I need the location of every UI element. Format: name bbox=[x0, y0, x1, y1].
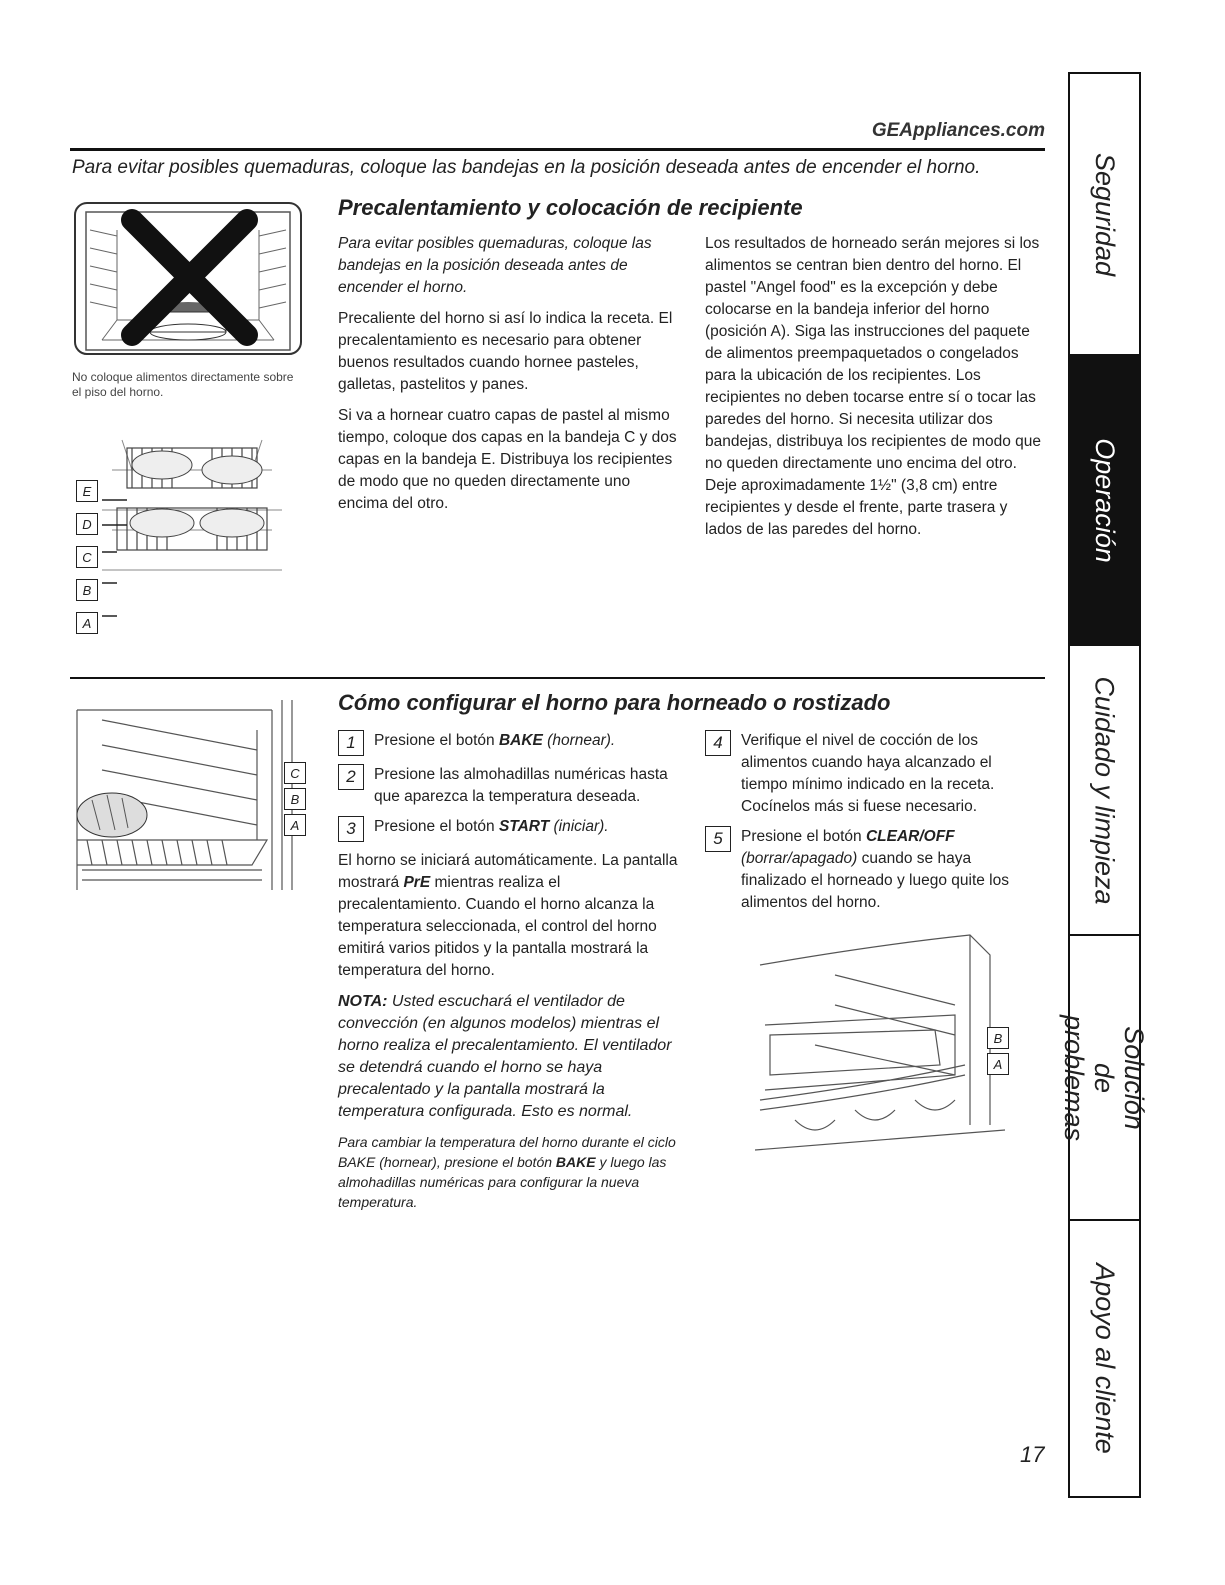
step-3-number: 3 bbox=[338, 816, 364, 842]
right-rack-labels bbox=[987, 1027, 1009, 1075]
rack-label-d: D bbox=[76, 513, 98, 535]
rack-label-b: B bbox=[76, 579, 98, 601]
rack-positions-illustration bbox=[72, 420, 312, 640]
section2-right-column bbox=[705, 730, 1040, 922]
page-number: 17 bbox=[1020, 1442, 1045, 1467]
section1-title: Precalentamiento y colocación de recipiente bbox=[338, 195, 803, 220]
section2-title: Cómo configurar el horno para horneado o rostizado bbox=[338, 690, 891, 715]
tab-cuidado-limpieza[interactable]: Cuidado y limpieza bbox=[1070, 646, 1139, 936]
warning-line: Para evitar posibles quemaduras, coloque las bandejas en la posición deseada antes de encender el horno. bbox=[72, 157, 981, 178]
rack-label-a: A bbox=[284, 814, 306, 836]
section1-paragraph-3: Los resultados de horneado serán mejores si los alimentos se centran bien dentro del horno. El pastel "Angel food" es la excepción y debe colocarse en la bandeja inferior del horno (posición A). Siga las instrucciones del paquete de alimentos preempaquetados o congelados para la ubicación de los recipientes. Los recipientes no deben tocarse entre sí o tocar las paredes del horno. Si necesita utilizar dos bandejas, distribuya los recipientes de modo que no queden directamente uno encima del otro. Deje aproximadamente 1½" (3,8 cm) entre recipientes y desde el frente, parte trasera y lados de las paredes del horno. bbox=[705, 235, 1042, 538]
oven-bake-pan-illustration bbox=[755, 925, 1015, 1160]
step-3: 3 Presione el botón START (iniciar). bbox=[338, 816, 683, 842]
section1-paragraph-2: Si va a hornear cuatro capas de pastel al mismo tiempo, coloque dos capas en la bandeja C y dos capas en la bandeja E. Distribuya los recipientes de modo que no queden directamente uno encima del otro. bbox=[338, 407, 677, 512]
section1-right-column bbox=[705, 233, 1045, 550]
tab-solucion-problemas[interactable]: Solución de problemas bbox=[1070, 936, 1139, 1221]
rack-label-b: B bbox=[987, 1027, 1009, 1049]
step-4-number: 4 bbox=[705, 730, 731, 756]
note: NOTA: Usted escuchará el ventilador de convección (en algunos modelos) mientras el horno realiza el precalentamiento. El ventilador se detendrá cuando el horno se haya precalentado y la pantalla mostrará la temperatura configurada. Esto es normal. bbox=[338, 993, 672, 1120]
rack-label-c: C bbox=[76, 546, 98, 568]
section1-left-column bbox=[338, 233, 678, 524]
rack-label-column bbox=[76, 480, 98, 634]
section-tabs bbox=[1059, 72, 1150, 1498]
tab-apoyo-cliente[interactable]: Apoyo al cliente bbox=[1090, 1263, 1120, 1454]
section-divider bbox=[70, 677, 1045, 679]
step-5-number: 5 bbox=[705, 826, 731, 852]
rack-label-e: E bbox=[76, 480, 98, 502]
preheat-description: El horno se iniciará automáticamente. La pantalla mostrará PrE mientras realiza el precalentamiento. Cuando el horno alcanza la temperatura seleccionada, el control del horno emitirá varios pitidos y la pantalla mostrará la temperatura del horno. bbox=[338, 852, 678, 979]
rack-label-b: B bbox=[284, 788, 306, 810]
rack-label-a: A bbox=[987, 1053, 1009, 1075]
site-url: GEAppliances.com bbox=[871, 120, 1045, 141]
section1-intro: Para evitar posibles quemaduras, coloque las bandejas en la posición deseada antes de encender el horno. bbox=[338, 235, 652, 296]
step-2: 2 Presione las almohadillas numéricas hasta que aparezca la temperatura deseada. bbox=[338, 764, 683, 808]
header-rule bbox=[70, 148, 1045, 151]
temperature-change-tip: Para cambiar la temperatura del horno durante el ciclo BAKE (hornear), presione el botón BAKE y luego las almohadillas numéricas para configurar la nueva temperatura. bbox=[338, 1134, 676, 1210]
section1-paragraph-1: Precaliente del horno si así lo indica la receta. El precalentamiento es necesario para obtener buenos resultados cuando hornee pasteles, galletas, pastelitos y panes. bbox=[338, 310, 673, 393]
step-5: 5 Presione el botón CLEAR/OFF (borrar/apagado) cuando se haya finalizado el horneado y luego quite los alimentos del horno. bbox=[705, 826, 1040, 914]
figure-caption: No coloque alimentos directamente sobre el piso del horno. bbox=[72, 370, 294, 399]
oven-roast-illustration bbox=[72, 690, 312, 900]
step-1: 1 Presione el botón BAKE (hornear). bbox=[338, 730, 683, 756]
step-1-number: 1 bbox=[338, 730, 364, 756]
step-4: 4 Verifique el nivel de cocción de los alimentos cuando haya alcanzado el tiempo mínimo indicado en la receta. Cocínelos más si fuese necesario. bbox=[705, 730, 1040, 818]
tab-operacion[interactable]: Operación bbox=[1070, 356, 1139, 646]
tab-seguridad[interactable]: Seguridad bbox=[1070, 74, 1139, 356]
step-2-number: 2 bbox=[338, 764, 364, 790]
rack-label-c: C bbox=[284, 762, 306, 784]
oven-no-floor-illustration bbox=[72, 200, 304, 357]
section2-left-column bbox=[338, 730, 683, 1221]
left-rack-labels bbox=[284, 762, 306, 836]
rack-label-a: A bbox=[76, 612, 98, 634]
